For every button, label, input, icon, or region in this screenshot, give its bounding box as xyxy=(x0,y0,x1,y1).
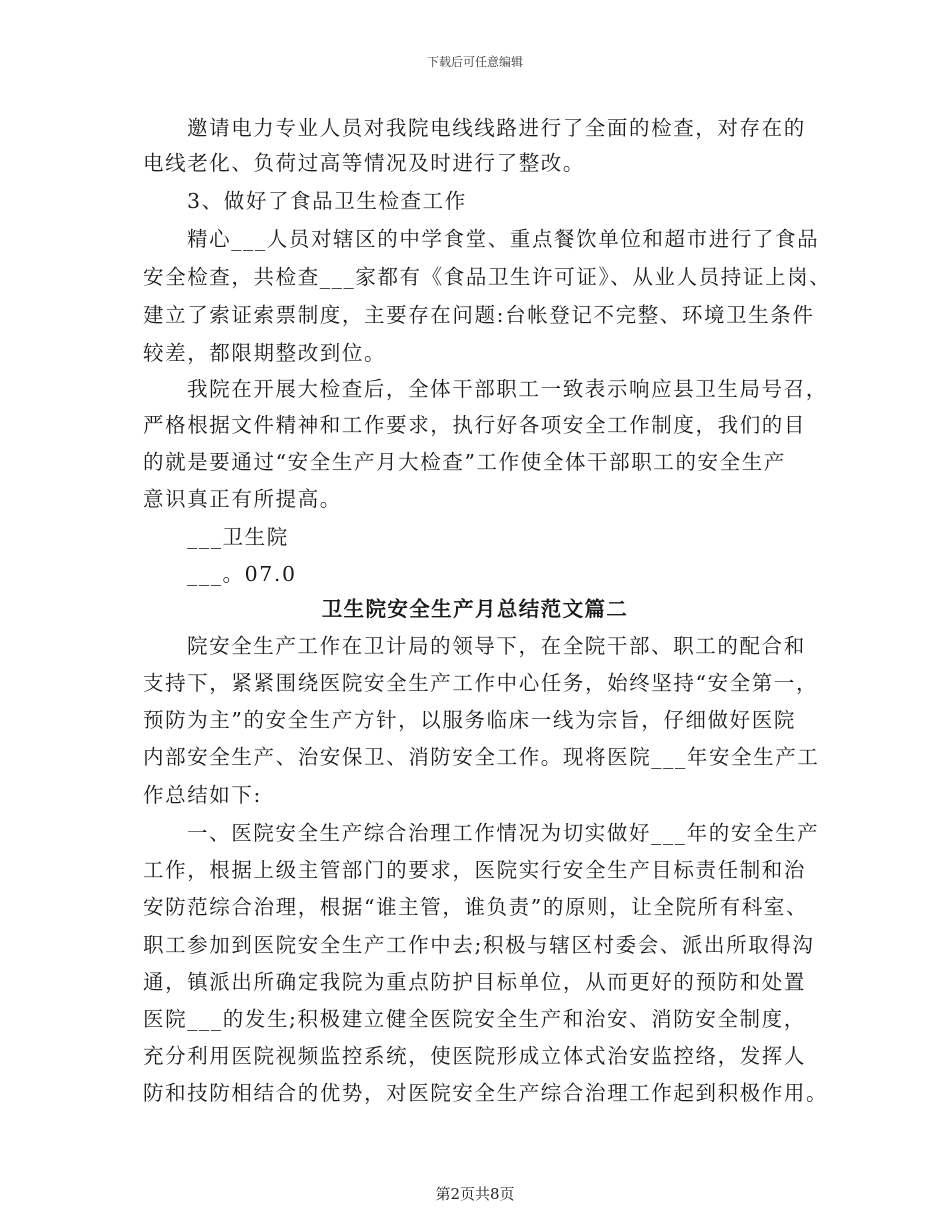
paragraph-line: 防和技防相结合的优势，对医院安全生产综合治理工作起到积极作用。 xyxy=(143,1081,829,1105)
paragraph-line: 通，镇派出所确定我院为重点防护目标单位，从而更好的预防和处置 xyxy=(143,970,806,994)
paragraph-line: 建立了索证索票制度，主要存在问题:台帐登记不完整、环境卫生条件 xyxy=(143,303,815,327)
paragraph-line: 电线老化、负荷过高等情况及时进行了整改。 xyxy=(143,151,585,175)
paragraph-line: 严格根据文件精神和工作要求，执行好各项安全工作制度，我们的目 xyxy=(143,413,806,437)
paragraph-line: 充分利用医院视频监控系统，使医院形成立体式治安监控络，发挥人 xyxy=(143,1044,806,1068)
signature-line: ___卫生院 xyxy=(187,525,289,549)
paragraph-line: 较差，都限期整改到位。 xyxy=(143,341,387,365)
page-header: 下载后可任意编辑 xyxy=(426,55,523,69)
paragraph-line: 院安全生产工作在卫计局的领导下，在全院干部、职工的配合和 xyxy=(187,634,806,658)
paragraph-line: 安全检查，共检查___家都有《食品卫生许可证》、从业人员持证上岗、 xyxy=(143,265,832,289)
paragraph-line: 预防为主”的安全生产方针，以服务临床一线为宗旨，仔细做好医院 xyxy=(143,708,796,732)
paragraph-line: 的就是要通过“安全生产月大检查”工作使全体干部职工的安全生产 xyxy=(143,450,786,474)
paragraph-line: 工作，根据上级主管部门的要求，医院实行安全生产目标责任制和治 xyxy=(143,858,806,882)
paragraph-line: 一、医院安全生产综合治理工作情况为切实做好___年的安全生产 xyxy=(187,821,820,845)
date-line: ___。07.0 xyxy=(187,562,297,586)
paragraph-line: 医院___的发生;积极建立健全医院安全生产和治安、消防安全制度， xyxy=(143,1007,806,1031)
paragraph-line: 3、做好了食品卫生检查工作 xyxy=(187,189,467,213)
paragraph-line: 作总结如下: xyxy=(143,783,263,807)
section-title: 卫生院安全生产月总结范文篇二 xyxy=(321,597,629,621)
paragraph-line: 精心___人员对辖区的中学食堂、重点餐饮单位和超市进行了食品 xyxy=(187,227,820,251)
paragraph-line: 内部安全生产、治安保卫、消防安全工作。现将医院___年安全生产工 xyxy=(143,745,820,769)
page-footer: 第2页共8页 xyxy=(435,1185,515,1203)
paragraph-line: 支持下，紧紧围绕医院安全生产工作中心任务，始终坚持“安全第一， xyxy=(143,671,819,695)
paragraph-line: 职工参加到医院安全生产工作中去;积极与辖区村委会、派出所取得沟 xyxy=(143,933,815,957)
paragraph-line: 意识真正有所提高。 xyxy=(143,487,342,511)
paragraph-line: 我院在开展大检查后，全体干部职工一致表示响应县卫生局号召， xyxy=(187,377,828,401)
paragraph-line: 邀请电力专业人员对我院电线线路进行了全面的检查，对存在的 xyxy=(187,116,806,140)
paragraph-line: 安防范综合治理，根据“谁主管，谁负责”的原则，让全院所有科室、 xyxy=(143,895,809,919)
